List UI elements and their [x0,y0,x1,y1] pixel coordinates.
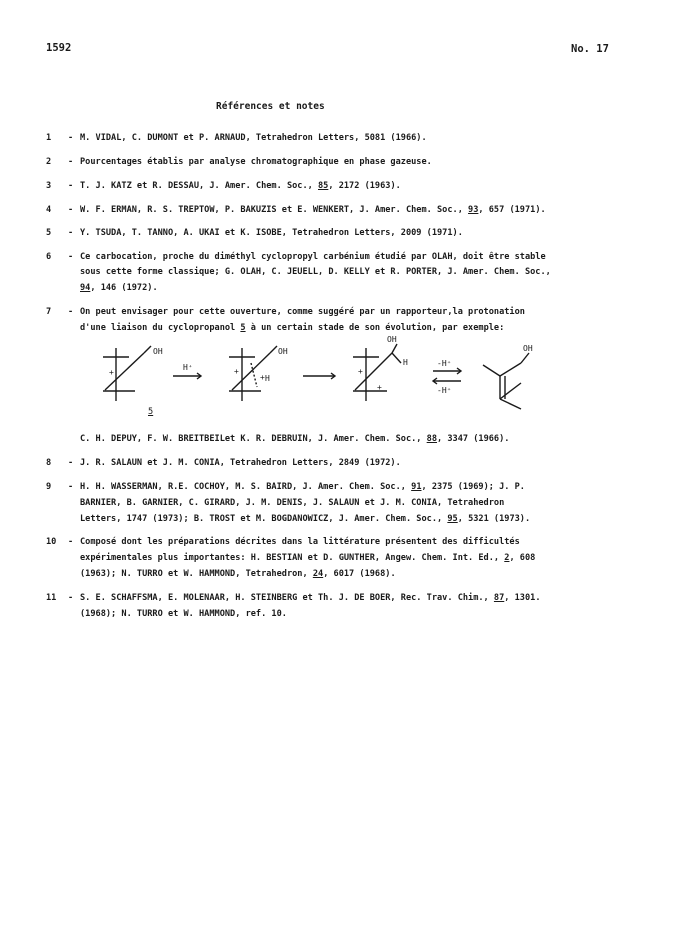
ref-text: (1963); N. TURRO et W. HAMMOND, Tetrahedron, [80,569,313,579]
ref-volume: 94 [80,283,91,293]
ref-text: Letters, 1747 (1973); B. TROST et M. BOGDANOWICZ, J. Amer. Chem. Soc., [80,514,448,524]
ref-volume: 91 [411,482,422,492]
reference-10-line-2 [80,551,535,566]
ref-text: Pourcentages établis par analyse chromatographique en phase gazeuse. [80,157,432,167]
ref-number: 4 [46,205,52,215]
plus-label: + [358,367,363,376]
reference-10: 10 - Composé dont les préparations décrites dans la littérature présentent des difficultés [46,535,520,550]
minus-proton-label: -H⁺ [437,386,452,395]
ref-text: J. R. SALAUN et J. M. CONIA, Tetrahedron Letters, 2849 (1972). [80,458,401,468]
reference-2: 2 - Pourcentages établis par analyse chromatographique en phase gazeuse. [46,155,432,170]
ref-text: W. F. ERMAN, R. S. TREPTOW, P. BAKUZIS et E. WENKERT, J. Amer. Chem. Soc., [80,205,469,215]
reference-3: 3 - T. J. KATZ et R. DESSAU, J. Amer. Chem. Soc., 85, 2172 (1963). [46,179,401,194]
ref-number: 5 [46,228,52,238]
ref-text: C. H. DEPUY, F. W. BREITBEILet K. R. DEBRUIN, J. Amer. Chem. Soc., [80,434,427,444]
plus-label: + [260,373,265,382]
ref-number: 1 [46,133,52,143]
ref-text: H. H. WASSERMAN, R.E. COCHOY, M. S. BAIRD, J. Amer. Chem. Soc., [80,482,412,492]
reference-9-line-3 [80,512,530,527]
reference-7: 7 - On peut envisager pour cette ouverture, comme suggéré par un rapporteur,la protonation [46,305,525,320]
reference-6-line-2: sous cette forme classique; G. OLAH, C. JEUELL, D. KELLY et R. PORTER, J. Amer. Chem. Soc., [80,267,551,277]
ref-text: , 6017 (1968). [323,569,396,579]
ref-volume: 87 [493,593,505,603]
reference-10-line-3 [80,567,396,582]
ref-text: à un certain stade de son évolution, par exemple: [245,323,505,333]
ref-text: On peut envisager pour cette ouverture, comme suggéré par un rapporteur,la protonation [80,307,525,317]
proton-label: H⁺ [183,363,193,372]
reference-11: 11 - S. E. SCHAFFSMA, E. MOLENAAR, H. STEINBERG et Th. J. DE BOER, Rec. Trav. Chim., 87, 1301. [46,591,541,606]
ref-volume: 95 [447,514,458,524]
ref-text: , 2375 (1969); J. P. [421,482,525,492]
ref-volume: 85 [318,181,329,191]
ref-volume: 88 [426,434,438,444]
reference-8: 8 - J. R. SALAUN et J. M. CONIA, Tetrahedron Letters, 2849 (1972). [46,456,401,471]
ref-text: , 2172 (1963). [328,181,401,191]
ref-text: , 3347 (1966). [437,434,510,444]
ref-number: 8 [46,458,52,468]
compound-label [148,407,153,417]
oh-label: OH [153,347,163,356]
reference-9-line-2: BARNIER, B. GARNIER, C. GIRARD, J. M. DENIS, J. SALAUN et J. M. CONIA, Tetrahedron [80,498,505,508]
ref-volume: 93 [468,205,479,215]
ref-text: T. J. KATZ et R. DESSAU, J. Amer. Chem. Soc., [80,181,318,191]
ref-text: Composé dont les préparations décrites dans la littérature présentent des difficultés [80,537,520,547]
oh-label: OH [278,347,288,356]
reference-6-line-3 [80,281,158,296]
ref-volume: 24 [312,569,324,579]
plus-label: + [377,383,382,392]
reference-7-citation [80,432,509,447]
h-label: H [265,374,270,383]
ref-number: 10 [46,537,57,547]
ref-text: , 5321 (1973). [457,514,531,524]
ref-volume: 2 [504,553,510,563]
minus-proton-label: -H⁺ [437,359,452,368]
ref-text: d'une liaison du cyclopropanol [80,323,241,333]
reference-7-line-2 [80,321,504,336]
oh-label: OH [523,344,533,353]
reference-4: 4 - W. F. ERMAN, R. S. TREPTOW, P. BAKUZIS et E. WENKERT, J. Amer. Chem. Soc., 93, 657 (1971). [46,203,546,218]
reference-1: 1 - M. VIDAL, C. DUMONT et P. ARNAUD, Tetrahedron Letters, 5081 (1966). [46,131,427,146]
plus-label: + [109,368,114,377]
section-title: Références et notes [216,101,325,112]
ref-number: 3 [46,181,52,191]
plus-label: + [234,367,239,376]
compound-number: 5 [148,407,154,417]
ref-number: 2 [46,157,52,167]
reference-9: 9 - H. H. WASSERMAN, R.E. COCHOY, M. S. BAIRD, J. Amer. Chem. Soc., 91, 2375 (1969); J. P. [46,480,525,495]
ref-text: , 1301. [504,593,541,603]
issue-number: No. 17 [571,43,609,55]
ref-text: expérimentales plus importantes: H. BESTIAN et D. GUNTHER, Angew. Chem. Int. Ed., [80,553,505,563]
ref-text: M. VIDAL, C. DUMONT et P. ARNAUD, Tetrahedron Letters, 5081 (1966). [80,133,427,143]
reference-6: 6 - Ce carbocation, proche du diméthyl cyclopropyl carbénium étudié par OLAH, doit être stable [46,250,546,265]
ref-number: 9 [46,482,52,492]
page-number: 1592 [46,42,72,54]
ref-text: Y. TSUDA, T. TANNO, A. UKAI et K. ISOBE, Tetrahedron Letters, 2009 (1971). [80,228,463,238]
reaction-scheme [95,335,565,418]
ref-text: , 608 [509,553,536,563]
reference-11-line-2: (1968); N. TURRO et W. HAMMOND, ref. 10. [80,609,287,619]
ref-text: Ce carbocation, proche du diméthyl cyclopropyl carbénium étudié par OLAH, doit être stable [80,252,546,262]
h-label: H [403,358,408,367]
ref-number: 11 [46,593,57,603]
ref-text: S. E. SCHAFFSMA, E. MOLENAAR, H. STEINBERG et Th. J. DE BOER, Rec. Trav. Chim., [80,593,494,603]
ref-number: 6 [46,252,52,262]
reference-5: 5 - Y. TSUDA, T. TANNO, A. UKAI et K. ISOBE, Tetrahedron Letters, 2009 (1971). [46,226,463,241]
oh-label: OH [387,335,397,344]
ref-number: 7 [46,307,52,317]
ref-text: , 657 (1971). [478,205,546,215]
compound-number: 5 [240,323,246,333]
ref-text: , 146 (1972). [90,283,158,293]
